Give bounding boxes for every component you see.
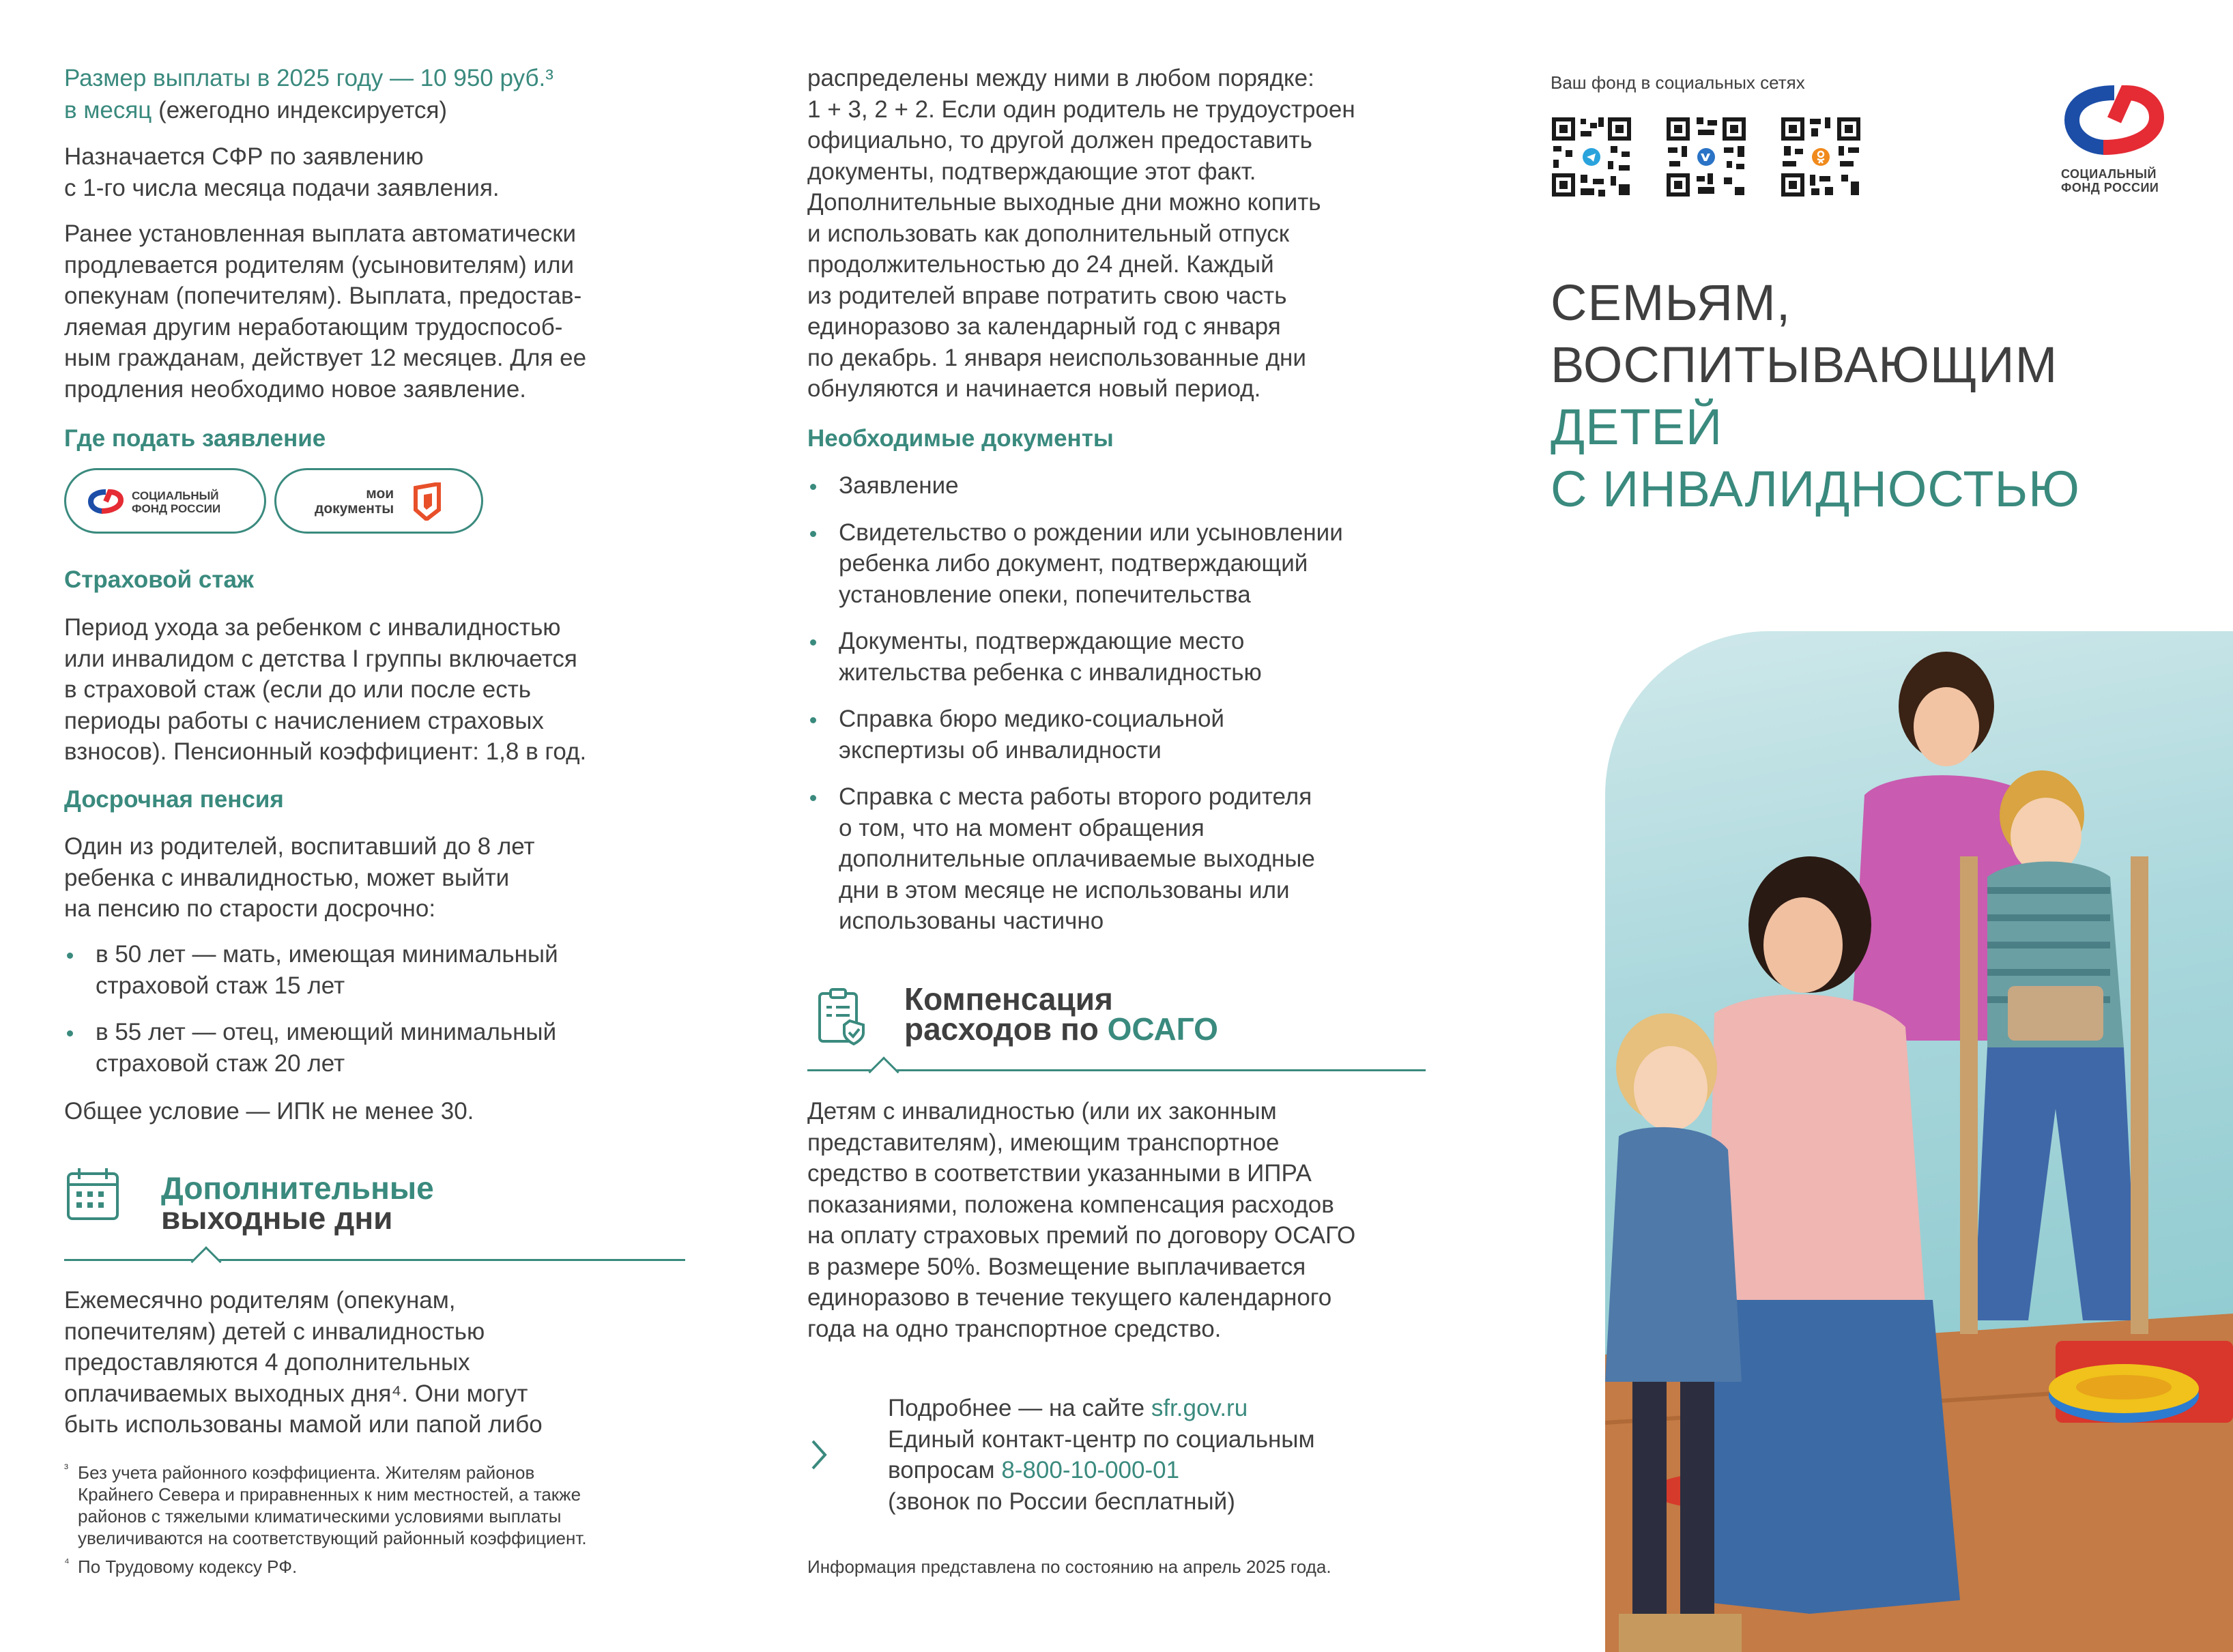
footnote-3-mark: ³: [64, 1462, 68, 1475]
list-item: Справка бюро медико-социальной экспертизы об инвалидности: [807, 704, 1439, 766]
list-item: в 55 лет — отец, имеющий минимальный страховой стаж 20 лет: [64, 1017, 692, 1079]
assign-text: Назначается СФР по заявлению с 1-го числа месяца подачи заявления.: [64, 143, 500, 201]
title-line4: С ИНВАЛИДНОСТЬЮ: [1551, 461, 2080, 517]
sfr-logo-text: [2061, 167, 2159, 194]
days-text: Ежемесячно родителям (опекунам, попечителям) детей с инвалидностью предоставляются 4 дополнительных оплачиваемых выходных дня⁴. Они могут быть использованы мамой или папой либо: [64, 1287, 543, 1438]
early-pension-text: Один из родителей, воспитавший до 8 лет ребенка с инвалидностью, может выйти на пенсию по старости досрочно:: [64, 833, 535, 922]
logo-line1: СОЦИАЛЬНЫЙ: [2061, 167, 2157, 181]
days-continued-text: распределены между ними в любом порядке: 1 + 3, 2 + 2. Если один родитель не трудоустроен официально, то другой должен предоставить документы, подтверждающие этот факт. Дополнительные выходные дни можно копить и использовать как дополнительный отпуск продолжительностью до 24 дней. Каждый из родителей вправе потратить свою часть единоразово за календарный год с января по декабрь. 1 января неиспользованные дни обнуляются и начинается новый период.: [807, 65, 1355, 402]
title-line1: СЕМЬЯМ,: [1551, 274, 1791, 331]
days-title-line2: выходные дни: [161, 1200, 393, 1236]
divider-notch: [190, 1246, 221, 1277]
list-item: в 50 лет — мать, имеющая минимальный страховой стаж 15 лет: [64, 939, 692, 1001]
qr-telegram-icon[interactable]: [1551, 116, 1632, 198]
family-illustration: [1605, 631, 2233, 1652]
mfc-logo-icon: [412, 482, 444, 521]
docs-heading: Необходимые документы: [807, 425, 1114, 452]
days-title-line1: Дополнительные: [161, 1170, 434, 1206]
sfr-office-pill[interactable]: [64, 468, 266, 534]
section-divider: [807, 1069, 1426, 1071]
payment-period: в месяц: [64, 97, 152, 124]
list-item: Заявление: [807, 470, 1439, 502]
info-date: Информация представлена по состоянию на апрель 2025 года.: [807, 1556, 1331, 1577]
more-info-prefix: Подробнее — на сайте: [888, 1395, 1151, 1421]
footnote-4-text: По Трудовому кодексу РФ.: [78, 1556, 298, 1577]
osago-title-prefix: расходов по: [904, 1011, 1108, 1047]
qr-vk-icon[interactable]: [1665, 116, 1747, 198]
contact-line1: Единый контакт-центр по социальным: [888, 1425, 1315, 1453]
qr-ok-icon[interactable]: [1780, 116, 1862, 198]
renew-text: Ранее установленная выплата автоматически продлевается родителям (усыновителям) или опекунам (попечителям). Выплата, предостав- ляемая другим неработающим трудоспособ- ным гражданам, действует 12 месяцев. Для ее продления необходимо новое заявление.: [64, 220, 587, 403]
contact-block: [888, 1393, 1434, 1517]
mfc-pill-line2: документы: [315, 501, 394, 517]
insurance-heading: Страховой стаж: [64, 566, 254, 593]
mfc-pill-text: [315, 487, 394, 517]
sfr-pill-text: [132, 489, 220, 515]
footnote-4-mark: ⁴: [64, 1556, 70, 1569]
cover-photo: [1605, 631, 2233, 1652]
social-caption: Ваш фонд в социальных сетях: [1551, 72, 1805, 93]
contact-line3: (звонок по России бесплатный): [888, 1488, 1235, 1515]
title-line2: ВОСПИТЫВАЮЩИМ: [1551, 336, 2058, 393]
where-heading: Где подать заявление: [64, 425, 326, 452]
sfr-logo-icon: [87, 488, 125, 515]
list-item: Документы, подтверждающие место жительства ребенка с инвалидностью: [807, 626, 1439, 688]
mfc-office-pill[interactable]: [274, 468, 483, 534]
insurance-text: Период ухода за ребенком с инвалидностью или инвалидом с детства I группы включается в страховой стаж (если до или после есть периоды работы с начислением страховых взносов). Пенсионный коэффициент: 1,8 в год.: [64, 614, 587, 765]
sfr-pill-line2: ФОНД РОССИИ: [132, 502, 221, 515]
site-link[interactable]: sfr.gov.ru: [1151, 1395, 1248, 1421]
divider-notch: [868, 1056, 899, 1087]
osago-title-line1: Компенсация: [904, 981, 1113, 1017]
list-item: Свидетельство о рождении или усыновлении ребенка либо документ, подтверждающий установление опеки, попечительства: [807, 517, 1439, 611]
sfr-logo-icon: [2061, 81, 2167, 161]
logo-line2: ФОНД РОССИИ: [2061, 181, 2159, 194]
sfr-pill-line1: СОЦИАЛЬНЫЙ: [132, 489, 219, 502]
mfc-pill-line1: мои: [366, 486, 394, 502]
early-pension-list: [64, 939, 692, 1079]
payment-amount-line2: [64, 95, 447, 126]
payment-amount-line1: Размер выплаты в 2025 году — 10 950 руб.³: [64, 65, 553, 91]
osago-title-line2: [904, 1013, 1218, 1045]
general-condition: Общее условие — ИПК не менее 30.: [64, 1098, 474, 1125]
payment-indexation: (ежегодно индексируется): [152, 97, 448, 124]
chevron-right-icon: [810, 1438, 828, 1471]
docs-list: [807, 470, 1439, 937]
contact-line2-prefix: вопросам: [888, 1457, 1002, 1483]
title-line3: ДЕТЕЙ: [1551, 398, 1723, 455]
contact-line2: [888, 1455, 1434, 1486]
phone-link[interactable]: 8-800-10-000-01: [1001, 1457, 1180, 1483]
more-info-line: [888, 1393, 1434, 1424]
clipboard-shield-icon: [817, 987, 869, 1045]
osago-text: Детям с инвалидностью (или их законным представителям), имеющим транспортное средство в соответствии указанными в ИПРА показаниями, положена компенсация расходов на оплату страховых премий по договору ОСАГО в размере 50%. Возмещение выплачивается единоразово в течение текущего календарного года на одно транспортное средство.: [807, 1098, 1356, 1342]
osago-title-accent: ОСАГО: [1107, 1011, 1218, 1047]
section-divider: [64, 1259, 685, 1261]
cover-title: [1551, 272, 2080, 520]
footnote-3-text: Без учета районного коэффициента. Жителям районов Крайнего Севера и приравненных к ним местностей, а также районов с тяжелыми климатическими условиями выплаты увеличиваются на соответствующий районный коэффициент.: [78, 1462, 587, 1548]
list-item: Справка с места работы второго родителя о том, что на момент обращения дополнительные оплачиваемые выходные дни в этом месяце не использованы или использованы частично: [807, 781, 1439, 937]
calendar-icon: [66, 1167, 124, 1223]
early-pension-heading: Досрочная пенсия: [64, 786, 284, 813]
